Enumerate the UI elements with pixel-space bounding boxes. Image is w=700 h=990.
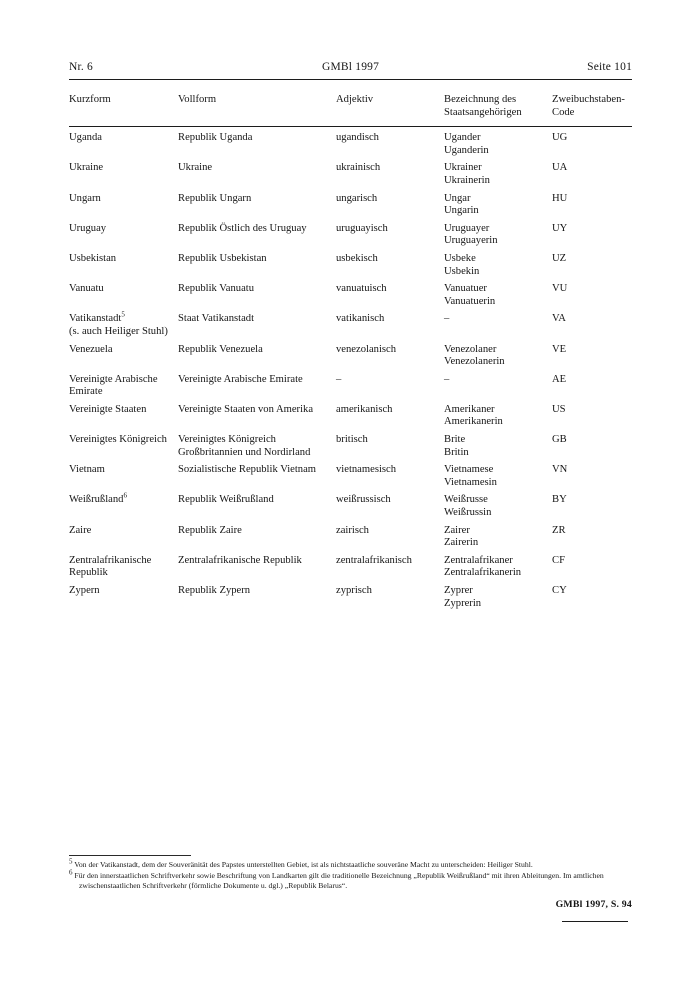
table-row xyxy=(69,278,632,308)
cell-adjektiv: zairisch xyxy=(336,524,369,536)
cell-adjektiv: ugandisch xyxy=(336,132,379,144)
cell-adjektiv: uruguayisch xyxy=(336,222,388,234)
cell-kurzform: Usbekistan xyxy=(69,252,117,264)
cell-kurzform: Zaire xyxy=(69,524,92,536)
cell-bezeichnung: Brite Britin xyxy=(444,434,469,458)
cell-adjektiv: zyprisch xyxy=(336,585,372,596)
cell-kurzform: Vereinigte Arabische Emirate xyxy=(69,373,158,398)
cell-vollform: Republik Östlich des Uruguay xyxy=(178,222,307,234)
cell-bezeichnung: Zairer Zairerin xyxy=(444,524,479,549)
table-row xyxy=(69,520,632,550)
cell-kurzform: Weißrußland$^6$ xyxy=(69,491,127,506)
cell-kurzform: Uruguay xyxy=(69,222,107,234)
column-header: Adjektiv xyxy=(336,89,444,127)
cell-bezeichnung: – xyxy=(444,373,450,385)
cell-bezeichnung: Zyprer Zyprerin xyxy=(444,585,482,609)
cell-bezeichnung: – xyxy=(444,313,450,325)
cell-code: AE xyxy=(552,373,567,385)
cell-bezeichnung: Zentralafrikaner Zentralafrikanerin xyxy=(444,554,522,579)
cell-bezeichnung: Vanuatuer Vanuatuerin xyxy=(444,283,496,307)
cell-kurzform: Vanuatu xyxy=(69,283,104,295)
cell-vollform: Vereinigtes Königreich Großbritannien und Nordirland xyxy=(178,434,311,458)
issue-number: Nr. 6 xyxy=(69,61,93,73)
cell-bezeichnung: Ugander Uganderin xyxy=(444,132,489,156)
cell-kurzform: Zypern xyxy=(69,585,100,596)
cell-adjektiv: amerikanisch xyxy=(336,403,393,415)
footnote-marker: 5 xyxy=(69,857,73,866)
footer-rule xyxy=(562,921,628,922)
table-row xyxy=(69,188,632,218)
header-rule xyxy=(69,79,632,80)
column-header: Zweibuchstaben- Code xyxy=(552,89,632,127)
footnote-rule xyxy=(69,855,191,856)
cell-code: ZR xyxy=(552,524,566,536)
cell-adjektiv: vanuatuisch xyxy=(336,283,387,295)
footnote-marker: 6 xyxy=(69,868,73,877)
cell-kurzform: Ukraine xyxy=(69,162,104,174)
cell-bezeichnung: Ukrainer Ukrainerin xyxy=(444,162,490,186)
table-row xyxy=(69,489,632,519)
table-row xyxy=(69,580,632,610)
cell-code: VE xyxy=(552,343,567,355)
table-row xyxy=(69,339,632,369)
cell-adjektiv: ungarisch xyxy=(336,192,378,204)
journal-title: GMBl 1997 xyxy=(321,61,380,73)
cell-vollform: Sozialistische Republik Vietnam xyxy=(178,464,317,476)
cell-code: HU xyxy=(552,192,568,204)
cell-bezeichnung: Venezolaner Venezolanerin xyxy=(444,343,505,368)
cell-bezeichnung: Usbeke Usbekin xyxy=(444,252,480,277)
table-row xyxy=(69,550,632,580)
cell-adjektiv: usbekisch xyxy=(336,252,378,264)
cell-kurzform: Vietnam xyxy=(69,464,105,476)
cell-code: VN xyxy=(552,464,568,476)
cell-kurzform: Vereinigtes Königreich xyxy=(69,434,167,446)
cell-bezeichnung: Ungar Ungarin xyxy=(444,192,479,217)
table-row xyxy=(69,459,632,489)
footnote-ref: 6 xyxy=(123,491,127,500)
page-header xyxy=(69,61,632,73)
cell-kurzform: Venezuela xyxy=(69,343,113,355)
cell-vollform: Vereinigte Arabische Emirate xyxy=(178,373,303,385)
country-table-body xyxy=(69,127,632,611)
cell-code: UZ xyxy=(552,252,567,264)
cell-adjektiv: zentralafrikanisch xyxy=(336,554,412,566)
cell-code: UA xyxy=(552,162,568,174)
footnote: $^5$ Von der Vatikanstadt, dem der Souveränität des Papstes unterstellten Gebiet, ist als nichtstaatliche souveräne Macht zu unterscheiden: Heiliger Stuhl. xyxy=(69,857,533,869)
cell-adjektiv: vatikanisch xyxy=(336,313,385,325)
table-row xyxy=(69,157,632,187)
table-header-row xyxy=(69,89,632,127)
cell-kurzform: Ungarn xyxy=(69,192,101,204)
table-row xyxy=(69,218,632,248)
cell-vollform: Ukraine xyxy=(178,162,213,174)
page-number: Seite 101 xyxy=(587,61,633,73)
cell-kurzform: Vatikanstadt$^5$ (s. auch Heiliger Stuhl) xyxy=(69,310,168,337)
footnote: $^6$ Für den innerstaatlichen Schriftverkehr sowie Beschriftung von Landkarten gilt die traditionelle Bezeichnung „Republik Weißrußland“ mit ihren Ableitungen. Im amtlichen zwischenstaatlichen Schriftverkehr (förmliche Dokumente u. dgl.) „Republik Belarus“. xyxy=(69,868,604,891)
cell-vollform: Vereinigte Staaten von Amerika xyxy=(178,403,314,415)
column-header: Kurzform xyxy=(69,89,178,127)
table-row xyxy=(69,399,632,429)
cell-code: GB xyxy=(552,434,567,446)
cell-code: CF xyxy=(552,554,565,566)
cell-adjektiv: weißrussisch xyxy=(336,494,391,506)
cell-vollform: Republik Zaire xyxy=(178,524,242,536)
cell-kurzform: Zentralafrikanische Republik xyxy=(69,554,152,579)
cell-vollform: Republik Vanuatu xyxy=(178,283,255,295)
cell-bezeichnung: Weißrusse Weißrussin xyxy=(444,494,492,519)
cell-code: VU xyxy=(552,283,568,295)
cell-code: BY xyxy=(552,494,567,506)
column-header: Bezeichnung des Staatsangehörigen xyxy=(444,89,552,127)
cell-bezeichnung: Uruguayer Uruguayerin xyxy=(444,222,498,247)
footnote-ref: 5 xyxy=(121,310,125,319)
cell-bezeichnung: Vietnamese Vietnamesin xyxy=(444,464,497,488)
cell-code: US xyxy=(552,403,566,415)
cell-vollform: Zentralafrikanische Republik xyxy=(178,554,302,566)
table-row xyxy=(69,308,632,338)
cell-bezeichnung: Amerikaner Amerikanerin xyxy=(444,403,503,428)
cell-vollform: Republik Usbekistan xyxy=(178,252,267,264)
cell-code: UG xyxy=(552,132,568,144)
cell-vollform: Staat Vatikanstadt xyxy=(178,313,255,325)
cell-kurzform: Uganda xyxy=(69,132,102,144)
table-row xyxy=(69,127,632,158)
cell-code: VA xyxy=(552,313,566,325)
table-row xyxy=(69,248,632,278)
country-table xyxy=(69,89,632,610)
footnotes xyxy=(69,857,641,893)
cell-code: UY xyxy=(552,222,568,234)
cell-vollform: Republik Uganda xyxy=(178,132,253,144)
cell-adjektiv: venezolanisch xyxy=(336,343,397,355)
cell-vollform: Republik Zypern xyxy=(178,585,251,596)
cell-vollform: Republik Ungarn xyxy=(178,192,252,204)
cell-adjektiv: ukrainisch xyxy=(336,162,381,174)
table-head xyxy=(69,89,632,127)
cell-adjektiv: britisch xyxy=(336,434,368,446)
column-header: Vollform xyxy=(178,89,336,127)
cell-vollform: Republik Weißrußland xyxy=(178,494,274,506)
cell-adjektiv: vietnamesisch xyxy=(336,464,397,476)
table-row xyxy=(69,369,632,399)
footer-reference: GMBl 1997, S. 94 xyxy=(555,899,632,910)
table-row xyxy=(69,429,632,459)
cell-kurzform: Vereinigte Staaten xyxy=(69,403,147,415)
cell-adjektiv: – xyxy=(336,373,342,385)
cell-code: CY xyxy=(552,585,567,596)
cell-vollform: Republik Venezuela xyxy=(178,343,263,355)
